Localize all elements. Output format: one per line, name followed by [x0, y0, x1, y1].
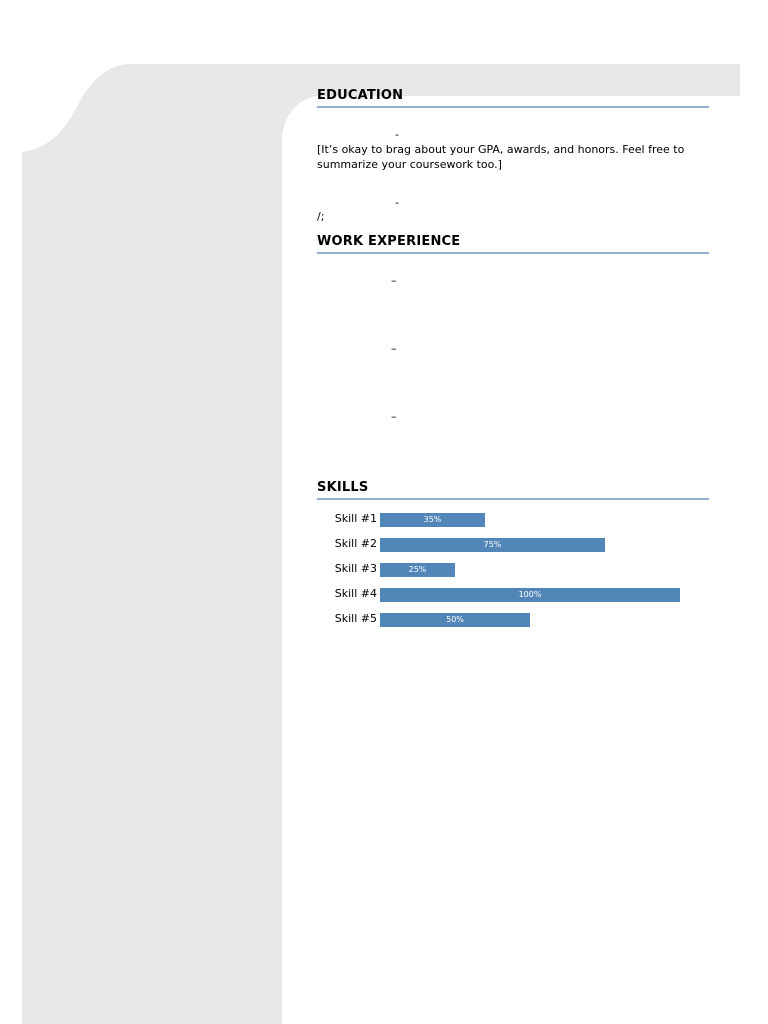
work-heading: WORK EXPERIENCE — [317, 234, 709, 254]
skill-label: Skill #2 — [334, 537, 377, 550]
skill-row — [317, 612, 709, 637]
work-dash-row-3 — [317, 410, 709, 424]
work-dash-2: – — [391, 342, 397, 355]
skill-bar: 50% — [380, 613, 530, 627]
resume-content — [317, 88, 709, 637]
education-heading: EDUCATION — [317, 88, 709, 108]
skill-label: Skill #5 — [334, 612, 377, 625]
education-date-dash-row — [317, 128, 709, 142]
skill-row — [317, 512, 709, 537]
education-date-dash: - — [395, 128, 399, 141]
skill-row — [317, 537, 709, 562]
skill-row — [317, 587, 709, 612]
skill-row — [317, 562, 709, 587]
education-date-dash-2: - — [395, 196, 399, 209]
education-section — [317, 88, 709, 224]
work-dash-1: – — [391, 274, 397, 287]
skill-track — [380, 563, 680, 577]
skill-label: Skill #4 — [334, 587, 377, 600]
work-dash-row-1 — [317, 274, 709, 288]
skill-label: Skill #1 — [334, 512, 377, 525]
skill-bar: 100% — [380, 588, 680, 602]
skills-section — [317, 480, 709, 637]
skill-track — [380, 538, 680, 552]
skills-heading: SKILLS — [317, 480, 709, 500]
skill-bar: 35% — [380, 513, 485, 527]
skill-track — [380, 588, 680, 602]
education-slash-text: /; — [317, 210, 325, 223]
work-dash-3: – — [391, 410, 397, 423]
skills-list — [317, 512, 709, 637]
education-date-dash-row-2 — [317, 196, 709, 210]
skill-bar: 25% — [380, 563, 455, 577]
work-dash-row-2 — [317, 342, 709, 356]
skill-bar: 75% — [380, 538, 605, 552]
skill-label: Skill #3 — [334, 562, 377, 575]
work-section — [317, 234, 709, 424]
education-description: [It’s okay to brag about your GPA, awards, and honors. Feel free to summarize your coursework too.] — [317, 143, 685, 171]
skill-track — [380, 513, 680, 527]
skill-track — [380, 613, 680, 627]
